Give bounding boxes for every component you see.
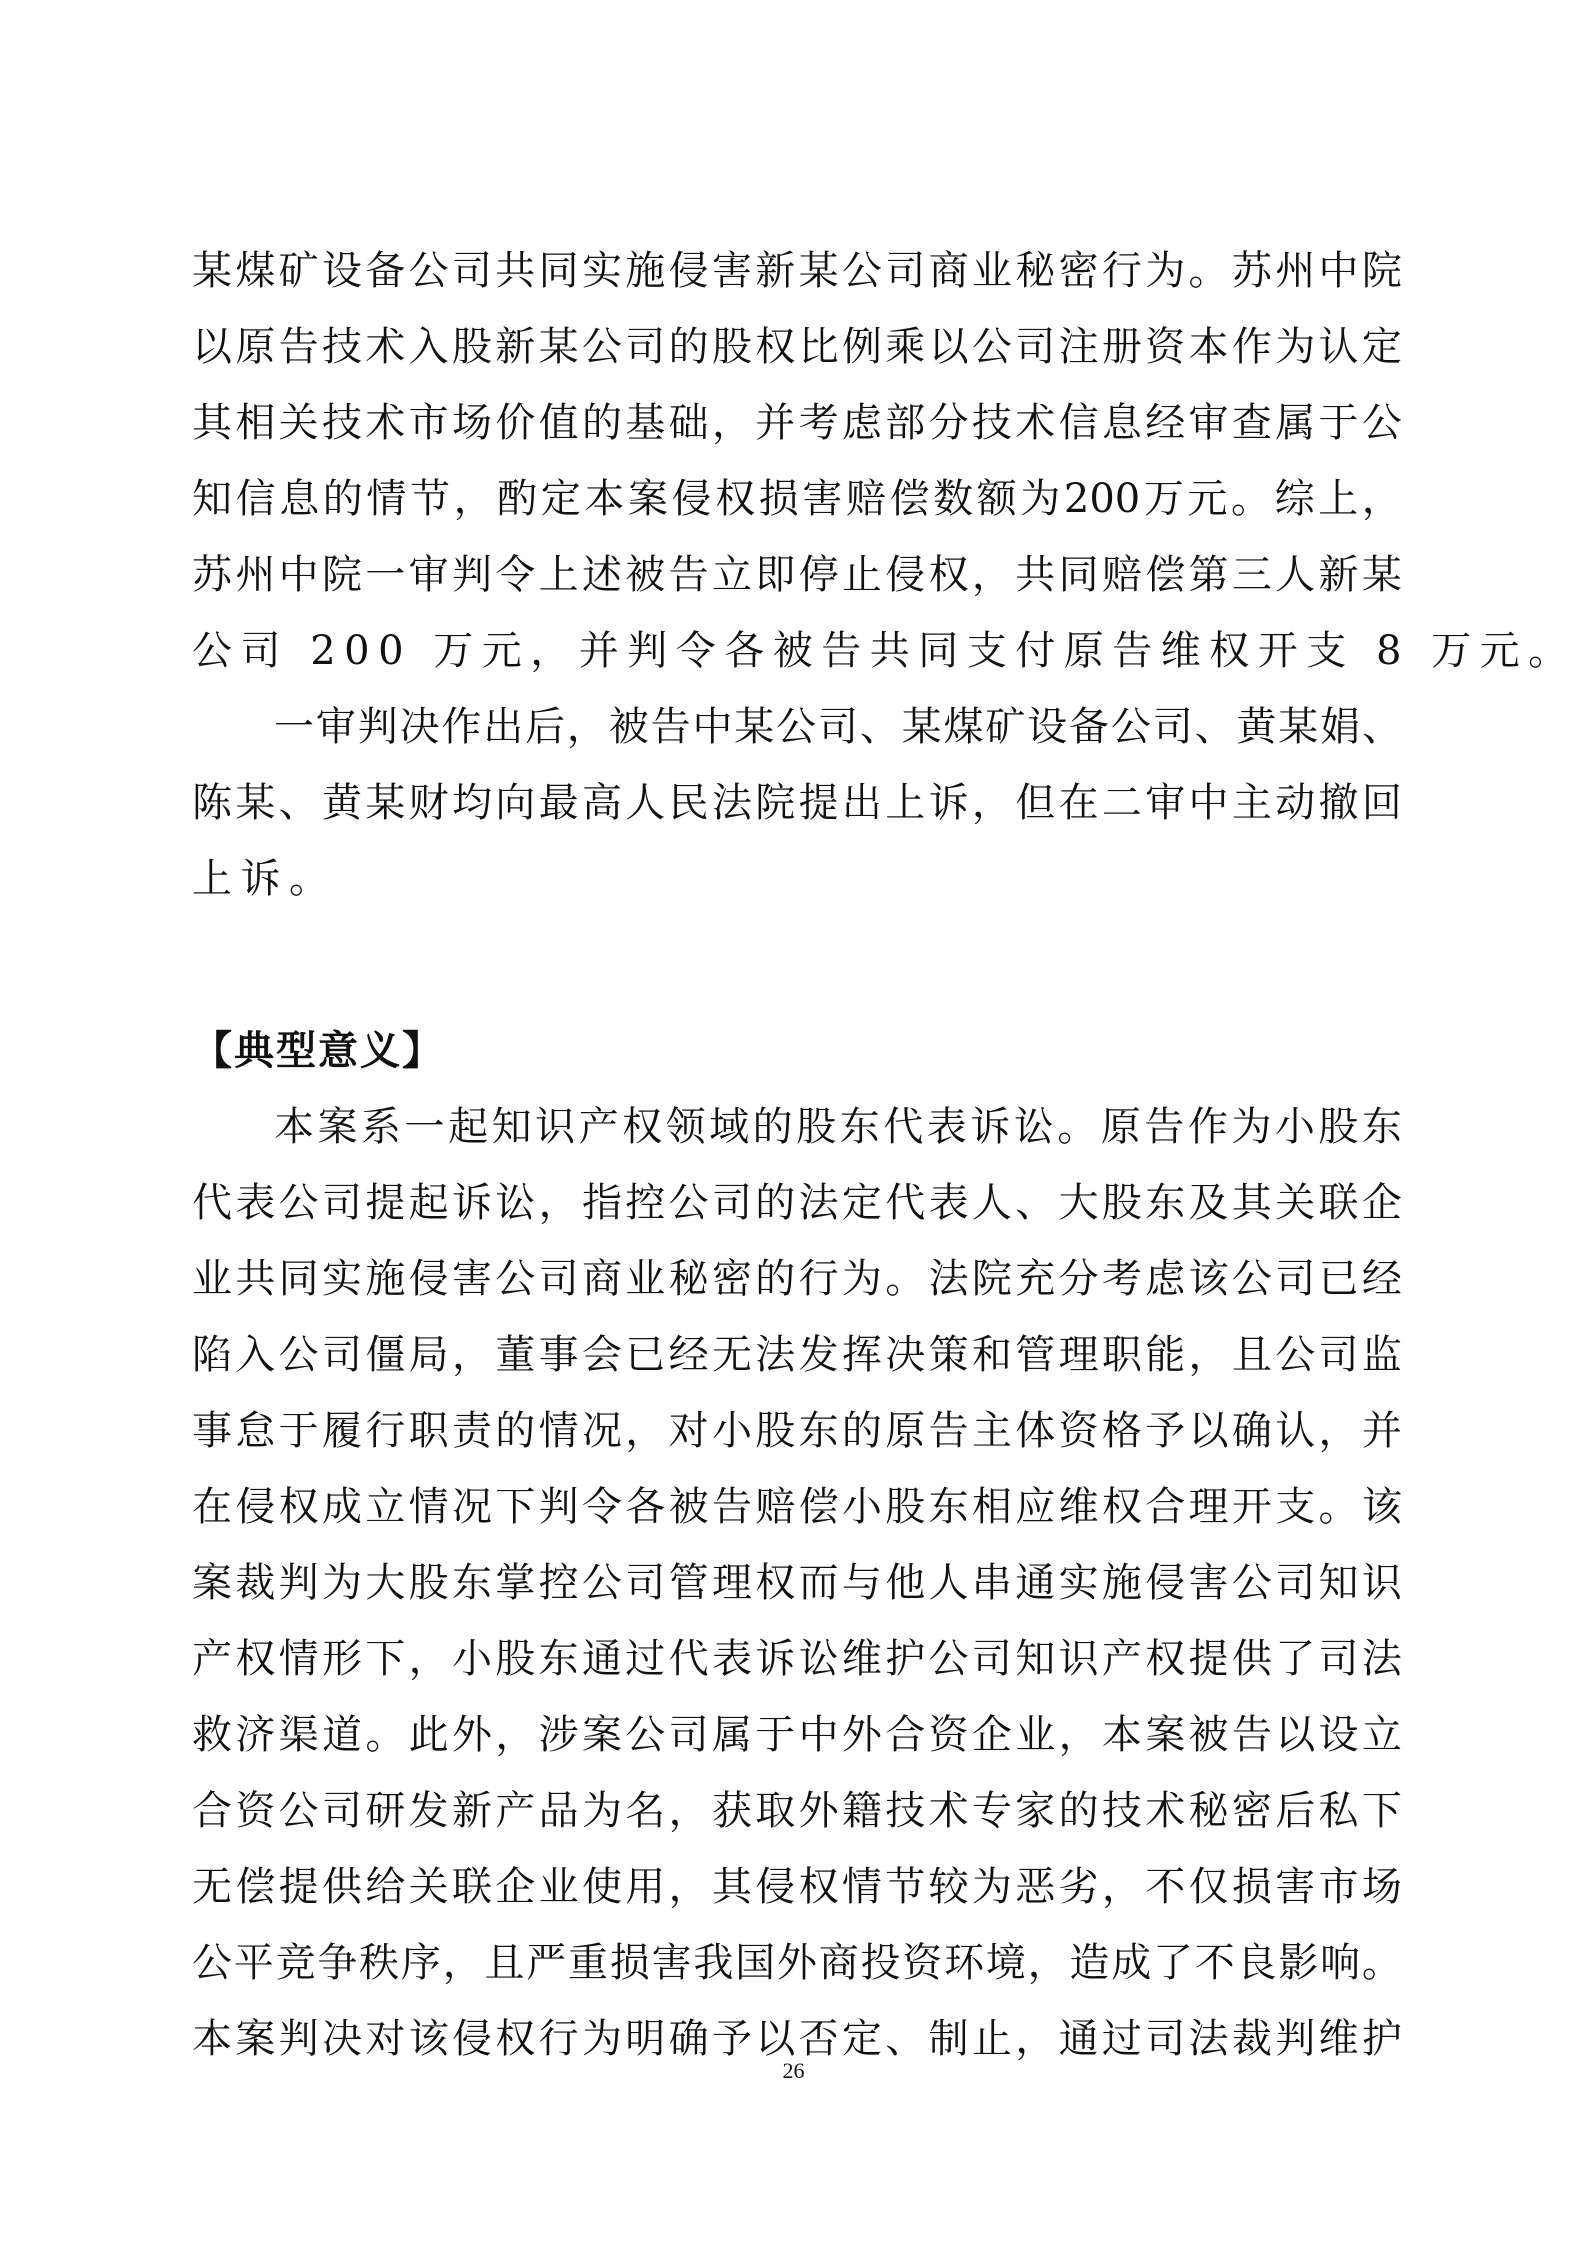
text-line: 救 济 渠 道 。 此 外 ， 涉 案 公 司 属 于 中 外 合 资 企 业 ， 本 案 被 告 以 设 立 — [192, 1712, 1402, 1758]
text-line: 陷 入 公 司 僵 局 ， 董 事 会 已 经 无 法 发 挥 决 策 和 管 理 职 能 ， 且 公 司 监 — [192, 1332, 1402, 1378]
text-line: 在 侵 权 成 立 情 况 下 判 令 各 被 告 赔 偿 小 股 东 相 应 维 权 合 理 开 支 。 该 — [192, 1484, 1402, 1530]
text-line: 本 案 系 一 起 知 识 产 权 领 域 的 股 东 代 表 诉 讼 。 原 告 作 为 小 股 东 — [274, 1104, 1402, 1150]
text-line: 本 案 判 决 对 该 侵 权 行 为 明 确 予 以 否 定 、 制 止 ， 通 过 司 法 裁 判 维 护 — [192, 2016, 1402, 2062]
text-line: 公司 200 万元，并判令各被告共同支付原告维权开支 8 万元。 — [192, 628, 1577, 674]
paragraph-case-ruling — [192, 233, 1577, 689]
text-line: 事 怠 于 履 行 职 责 的 情 况 ， 对 小 股 东 的 原 告 主 体 资 格 予 以 确 认 ， 并 — [192, 1408, 1402, 1454]
text-line: 以 原 告 技 术 入 股 新 某 公 司 的 股 权 比 例 乘 以 公 司 注 册 资 本 作 为 认 定 — [192, 324, 1402, 370]
text-line: 一 审 判 决 作 出 后 ， 被 告 中 某 公 司 、 某 煤 矿 设 备 公 司 、 黄 某 娟 、 — [274, 704, 1402, 750]
page-number: 26 — [782, 2058, 805, 2083]
text-line: 上诉。 — [192, 856, 338, 902]
text-line: 产 权 情 形 下 ， 小 股 东 通 过 代 表 诉 讼 维 护 公 司 知 识 产 权 提 供 了 司 法 — [192, 1636, 1402, 1682]
section-heading: 【典型意义】 — [192, 1028, 444, 1074]
text-line: 业 共 同 实 施 侵 害 公 司 商 业 秘 密 的 行 为 。 法 院 充 分 考 虑 该 公 司 已 经 — [192, 1256, 1402, 1302]
text-line: 公 平 竞 争 秩 序 ， 且 严 重 损 害 我 国 外 商 投 资 环 境 ， 造 成 了 不 良 影 响 。 — [192, 1940, 1402, 1986]
paragraph-appeal — [192, 689, 1402, 917]
document-body — [192, 233, 1577, 2077]
text-line: 陈 某 、 黄 某 财 均 向 最 高 人 民 法 院 提 出 上 诉 ， 但 在 二 审 中 主 动 撤 回 — [192, 780, 1402, 826]
paragraph-spacer — [192, 917, 1402, 1013]
paragraph-significance — [192, 1089, 1402, 2077]
text-line: 知 信 息 的 情 节 ， 酌 定 本 案 侵 权 损 害 赔 偿 数 额 为 200 万 元 。 综 上 ， — [192, 476, 1402, 522]
text-line: 某 煤 矿 设 备 公 司 共 同 实 施 侵 害 新 某 公 司 商 业 秘 密 行 为 。 苏 州 中 院 — [192, 248, 1402, 294]
text-line: 无 偿 提 供 给 关 联 企 业 使 用 ， 其 侵 权 情 节 较 为 恶 劣 ， 不 仅 损 害 市 场 — [192, 1864, 1402, 1910]
text-line: 合 资 公 司 研 发 新 产 品 为 名 ， 获 取 外 籍 技 术 专 家 的 技 术 秘 密 后 私 下 — [192, 1788, 1402, 1834]
text-line: 代 表 公 司 提 起 诉 讼 ， 指 控 公 司 的 法 定 代 表 人 、 大 股 东 及 其 关 联 企 — [192, 1180, 1402, 1226]
text-line: 其 相 关 技 术 市 场 价 值 的 基 础 ， 并 考 虑 部 分 技 术 信 息 经 审 查 属 于 公 — [192, 400, 1402, 446]
text-line: 案 裁 判 为 大 股 东 掌 控 公 司 管 理 权 而 与 他 人 串 通 实 施 侵 害 公 司 知 识 — [192, 1560, 1402, 1606]
text-line: 苏 州 中 院 一 审 判 令 上 述 被 告 立 即 停 止 侵 权 ， 共 同 赔 偿 第 三 人 新 某 — [192, 552, 1402, 598]
